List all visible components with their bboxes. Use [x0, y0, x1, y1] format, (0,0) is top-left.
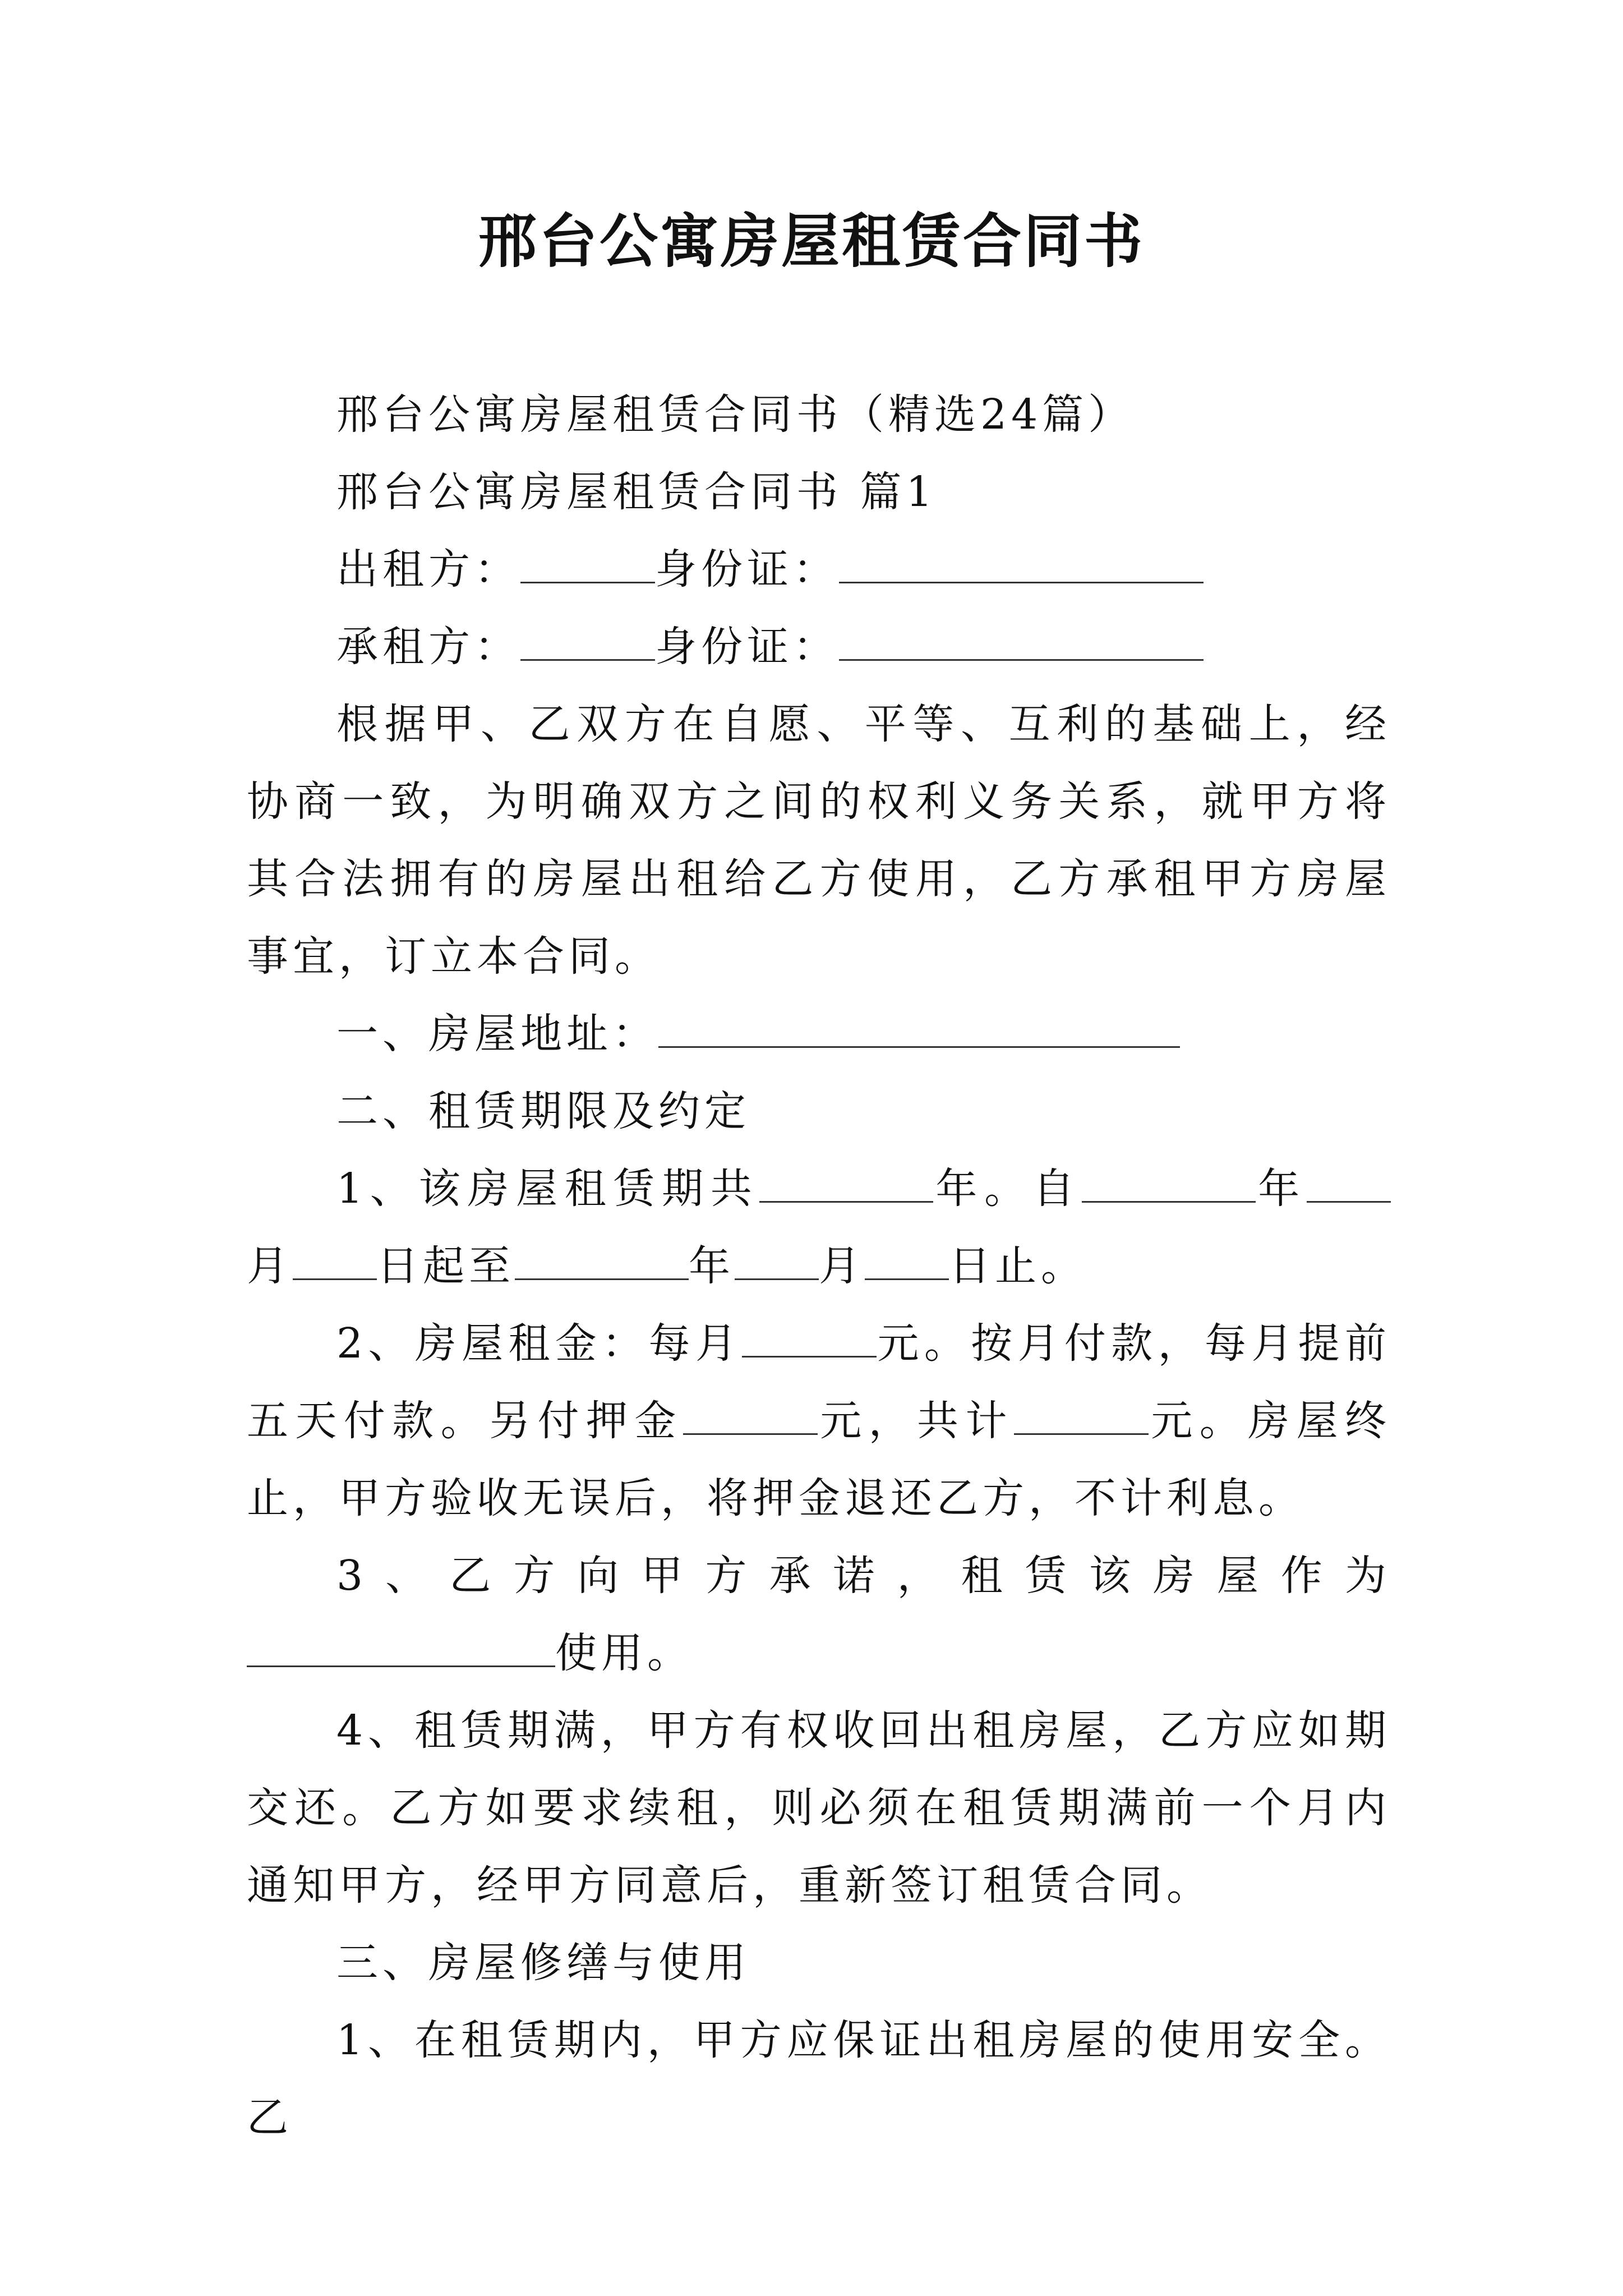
- lessee-label: 承租方：: [336, 623, 520, 671]
- clause1-text-a: 1、该房屋租赁期共: [336, 1165, 759, 1213]
- monthly-rent-blank: [742, 1317, 877, 1358]
- total-blank: [1014, 1394, 1149, 1435]
- intro-paragraph: 根据甲、乙双方在自愿、平等、互利的基础上，经协商一致，为明确双方之间的权利义务关系，就甲方将其合法拥有的房屋出租给乙方使用，乙方承租甲方房屋事宜，订立本合同。: [247, 700, 1391, 981]
- lessor-line: [247, 531, 1391, 608]
- lessor-name-blank: [520, 542, 655, 583]
- clause2-text-b: 元。按月付款，每月提前五天付款。另付押金: [247, 1319, 1391, 1445]
- usage-purpose-blank: [247, 1626, 555, 1667]
- lessee-name-blank: [520, 620, 655, 661]
- clause-1-term: [247, 1150, 1391, 1305]
- deposit-blank: [683, 1394, 818, 1435]
- start-day-blank: [293, 1239, 377, 1280]
- clause1-text-c: 年: [1255, 1165, 1307, 1213]
- clause1-text-e: 日起至: [377, 1242, 515, 1290]
- clause2-text-c: 元，共计: [817, 1397, 1014, 1445]
- lessee-line: [247, 608, 1391, 685]
- address-blank: [658, 1007, 1180, 1048]
- end-day-blank: [865, 1239, 949, 1280]
- lessee-id-blank: [839, 620, 1204, 661]
- clause1-text-h: 日止。: [949, 1242, 1087, 1290]
- lessor-id-blank: [839, 542, 1204, 583]
- clause1-text-g: 月: [819, 1242, 865, 1290]
- term-years-blank: [759, 1162, 933, 1203]
- section3-clause-1: 1、在租赁期内，甲方应保证出租房屋的使用安全。乙: [247, 2016, 1391, 2142]
- end-month-blank: [735, 1239, 819, 1280]
- clause-2-rent: [247, 1305, 1391, 1537]
- part-heading: 邢台公寓房屋租赁合同书 篇1: [336, 468, 937, 516]
- section2-heading: 二、租赁期限及约定: [336, 1087, 750, 1135]
- start-year-blank: [1082, 1162, 1256, 1203]
- clause2-text-d: 元。房屋终止，甲方验收无误后，将押金退还乙方，不计利息。: [247, 1397, 1391, 1522]
- subtitle: 邢台公寓房屋租赁合同书（精选24篇）: [336, 390, 1135, 439]
- clause-3-usage: [247, 1537, 1391, 1692]
- lessee-id-label: 身份证：: [655, 623, 839, 671]
- document-body: [247, 376, 1391, 2156]
- end-year-blank: [515, 1239, 689, 1280]
- section3-heading: 三、房屋修缮与使用: [336, 1939, 750, 1987]
- clause1-text-b: 年。自: [933, 1165, 1082, 1213]
- section1-address: [247, 995, 1391, 1073]
- clause3-text-a: 3、乙方向甲方承诺，租赁该房屋作为: [336, 1552, 1391, 1600]
- lessor-id-label: 身份证：: [655, 545, 839, 593]
- section1-label: 一、房屋地址：: [336, 1010, 658, 1058]
- clause3-text-b: 使用。: [555, 1629, 693, 1677]
- lessor-label: 出租方：: [336, 545, 520, 593]
- start-month-blank: [1307, 1162, 1391, 1203]
- document-title: 邢台公寓房屋租赁合同书: [478, 206, 1145, 275]
- clause-4-renewal: 4、租赁期满，甲方有权收回出租房屋，乙方应如期交还。乙方如要求续租，则必须在租赁期满前一个月内通知甲方，经甲方同意后，重新签订租赁合同。: [247, 1706, 1391, 1910]
- clause2-text-a: 2、房屋租金：每月: [336, 1319, 743, 1368]
- clause1-text-f: 年: [689, 1242, 735, 1290]
- clause1-text-d: 月: [247, 1242, 293, 1290]
